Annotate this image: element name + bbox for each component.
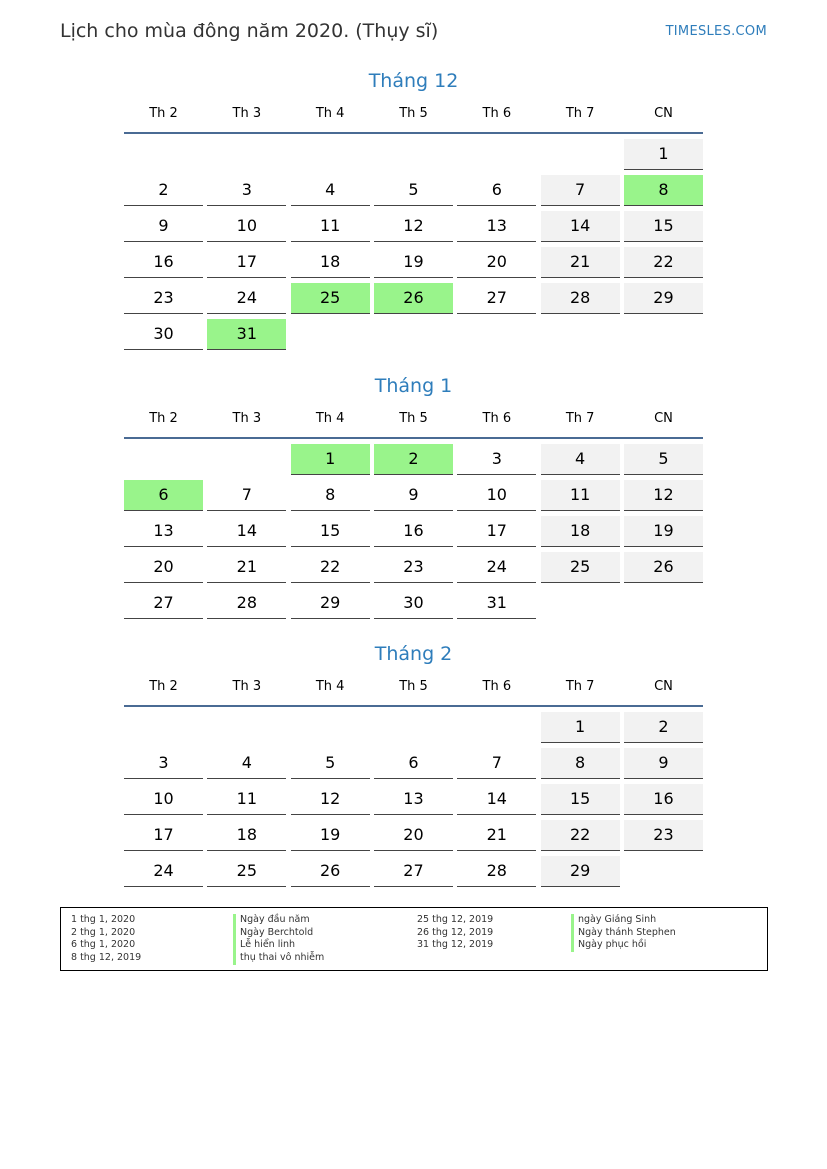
day-cell: 14 [207,516,286,547]
month-title: Tháng 12 [368,70,459,92]
day-cell: 25 [541,552,620,583]
empty-day-cell [124,444,203,475]
day-cell: 20 [124,552,203,583]
weekday-label: Th 7 [565,411,595,426]
legend-names-column [233,914,324,965]
day-cell: 14 [457,784,536,815]
legend-date: 31 thg 12, 2019 [417,939,494,951]
weekday-label: CN [654,679,673,694]
legend-holiday-name: Ngày đầu năm [233,914,324,927]
weekday-label: Th 7 [565,106,595,121]
day-cell: 3 [457,444,536,475]
day-cell: 5 [624,444,703,475]
day-cell: 1 [624,139,703,170]
month-december [124,68,703,355]
holiday-day-cell: 25 [291,283,370,314]
day-cell: 23 [124,283,203,314]
day-cell: 18 [541,516,620,547]
day-cell: 6 [374,748,453,779]
day-cell: 19 [374,247,453,278]
legend-dates-column [71,914,141,965]
day-cell: 29 [541,856,620,887]
day-cell: 7 [541,175,620,206]
day-cell: 28 [207,588,286,619]
legend-holiday-name: Ngày Berchtold [233,927,324,940]
day-cell: 10 [207,211,286,242]
day-cell: 21 [541,247,620,278]
weekday-header [124,409,703,439]
day-cell: 10 [124,784,203,815]
empty-day-cell [291,139,370,170]
day-cell: 18 [291,247,370,278]
day-cell: 7 [207,480,286,511]
month-february [124,641,703,892]
day-cell: 27 [374,856,453,887]
month-title: Tháng 1 [374,375,453,397]
holiday-day-cell: 31 [207,319,286,350]
day-cell: 5 [291,748,370,779]
legend-holiday-name: thụ thai vô nhiễm [233,952,324,965]
empty-day-cell [374,139,453,170]
weekday-label: Th 7 [565,679,595,694]
day-cell: 26 [624,552,703,583]
day-cell: 24 [457,552,536,583]
legend-date: 25 thg 12, 2019 [417,914,494,925]
holiday-legend [60,907,768,971]
legend-date: 2 thg 1, 2020 [71,926,136,938]
legend-date: 26 thg 12, 2019 [417,926,494,938]
day-cell: 8 [541,748,620,779]
day-cell: 3 [124,748,203,779]
empty-day-cell [541,139,620,170]
legend-dates-column [417,914,493,952]
day-cell: 13 [457,211,536,242]
day-cell: 15 [624,211,703,242]
weekday-header [124,677,703,707]
day-cell: 20 [457,247,536,278]
week-row [124,247,703,283]
day-cell: 2 [124,175,203,206]
weekday-label: CN [654,106,673,121]
day-cell: 16 [624,784,703,815]
week-row [124,319,703,355]
legend-date: 8 thg 12, 2019 [71,952,142,964]
day-cell: 31 [457,588,536,619]
day-cell: 3 [207,175,286,206]
day-cell: 7 [457,748,536,779]
week-row [124,856,703,892]
day-cell: 6 [457,175,536,206]
weekday-label: Th 2 [149,106,178,121]
weekday-label: Th 3 [232,679,262,694]
day-cell: 24 [124,856,203,887]
day-cell: 24 [207,283,286,314]
day-cell: 4 [291,175,370,206]
day-cell: 17 [124,820,203,851]
holiday-day-cell: 2 [374,444,453,475]
holiday-day-cell: 6 [124,480,203,511]
empty-day-cell [457,139,536,170]
weekday-label: Th 6 [482,411,512,426]
day-cell: 16 [374,516,453,547]
empty-day-cell [207,139,286,170]
month-title: Tháng 2 [374,643,453,665]
weekday-label: Th 5 [399,411,428,426]
day-cell: 27 [124,588,203,619]
day-cell: 28 [457,856,536,887]
empty-day-cell [624,319,703,350]
day-cell: 20 [374,820,453,851]
legend-date: 1 thg 1, 2020 [71,914,136,925]
day-cell: 12 [624,480,703,511]
week-row [124,712,703,748]
day-cell: 22 [541,820,620,851]
weekday-label: Th 4 [315,679,345,694]
weekday-label: Th 3 [232,411,262,426]
day-cell: 5 [374,175,453,206]
week-row [124,516,703,552]
day-cell: 16 [124,247,203,278]
day-cell: 15 [291,516,370,547]
empty-day-cell [207,444,286,475]
week-grid [124,139,703,355]
empty-day-cell [541,319,620,350]
week-row [124,283,703,319]
day-cell: 21 [207,552,286,583]
day-cell: 27 [457,283,536,314]
day-cell: 22 [624,247,703,278]
day-cell: 1 [541,712,620,743]
week-row [124,139,703,175]
weekday-label: Th 3 [232,106,262,121]
week-row [124,211,703,247]
day-cell: 9 [124,211,203,242]
day-cell: 4 [207,748,286,779]
week-grid [124,444,703,624]
empty-day-cell [374,712,453,743]
holiday-day-cell: 8 [624,175,703,206]
week-row [124,588,703,624]
week-row [124,784,703,820]
holiday-day-cell: 26 [374,283,453,314]
weekday-label: Th 4 [315,411,345,426]
day-cell: 12 [291,784,370,815]
day-cell: 30 [374,588,453,619]
empty-day-cell [374,319,453,350]
empty-day-cell [124,712,203,743]
day-cell: 17 [207,247,286,278]
holiday-day-cell: 1 [291,444,370,475]
day-cell: 17 [457,516,536,547]
weekday-label: Th 2 [149,679,178,694]
weekday-label: Th 6 [482,106,512,121]
week-row [124,480,703,516]
week-row [124,444,703,480]
day-cell: 11 [207,784,286,815]
empty-day-cell [624,856,703,887]
empty-day-cell [291,319,370,350]
week-row [124,748,703,784]
day-cell: 8 [291,480,370,511]
weekday-label: Th 5 [399,106,428,121]
day-cell: 2 [624,712,703,743]
week-row [124,175,703,211]
legend-holiday-name: Lễ hiển linh [233,939,324,952]
legend-holiday-name: Ngày phục hồi [571,939,676,952]
day-cell: 9 [624,748,703,779]
day-cell: 19 [624,516,703,547]
day-cell: 15 [541,784,620,815]
day-cell: 12 [374,211,453,242]
day-cell: 13 [124,516,203,547]
day-cell: 11 [291,211,370,242]
weekday-label: Th 6 [482,679,512,694]
day-cell: 25 [207,856,286,887]
day-cell: 4 [541,444,620,475]
weekday-label: Th 5 [399,679,428,694]
day-cell: 21 [457,820,536,851]
legend-holiday-name: Ngày thánh Stephen [571,927,676,940]
weekday-label: CN [654,411,673,426]
weekday-header [124,104,703,134]
day-cell: 14 [541,211,620,242]
legend-holiday-name: ngày Giáng Sinh [571,914,676,927]
day-cell: 11 [541,480,620,511]
day-cell: 22 [291,552,370,583]
empty-day-cell [624,588,703,619]
day-cell: 28 [541,283,620,314]
day-cell: 30 [124,319,203,350]
day-cell: 23 [374,552,453,583]
weekday-label: Th 2 [149,411,178,426]
day-cell: 26 [291,856,370,887]
page-title: Lịch cho mùa đông năm 2020. (Thụy sĩ) [60,20,439,42]
day-cell: 29 [291,588,370,619]
weekday-label: Th 4 [315,106,345,121]
legend-date: 6 thg 1, 2020 [71,939,136,951]
day-cell: 10 [457,480,536,511]
day-cell: 18 [207,820,286,851]
empty-day-cell [291,712,370,743]
legend-names-column [571,914,676,952]
day-cell: 9 [374,480,453,511]
week-grid [124,712,703,892]
day-cell: 23 [624,820,703,851]
day-cell: 29 [624,283,703,314]
week-row [124,552,703,588]
empty-day-cell [457,712,536,743]
empty-day-cell [541,588,620,619]
empty-day-cell [207,712,286,743]
day-cell: 19 [291,820,370,851]
brand-link[interactable]: TIMESLES.COM [665,24,767,39]
month-january [124,373,703,624]
empty-day-cell [457,319,536,350]
week-row [124,820,703,856]
day-cell: 13 [374,784,453,815]
empty-day-cell [124,139,203,170]
